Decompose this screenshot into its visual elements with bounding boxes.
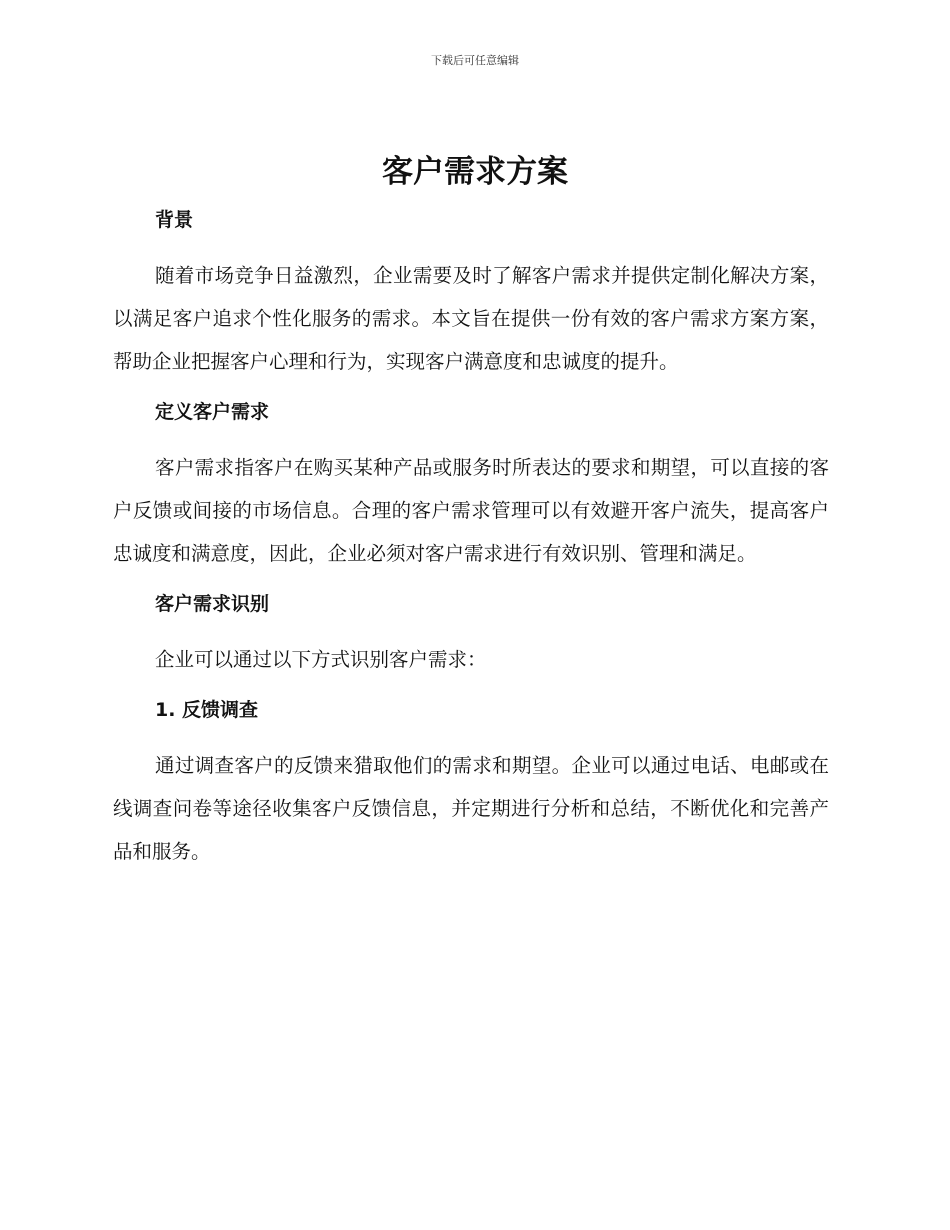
page-header-note: 下载后可任意编辑 [431, 54, 519, 67]
section-heading-identification: 客户需求识别 [155, 593, 270, 615]
document-body [113, 200, 829, 887]
section-paragraph-definition: 客户需求指客户在购买某种产品或服务时所表达的要求和期望，可以直接的客户反馈或间接的市场信息。合理的客户需求管理可以有效避开客户流失，提高客户忠诚度和满意度，因此，企业必须对客户需求进行有效识别、管理和满足。 [113, 456, 829, 565]
section-paragraph-identification: 企业可以通过以下方式识别客户需求： [155, 648, 487, 671]
section-paragraph-feedback-survey: 通过调查客户的反馈来猎取他们的需求和期望。企业可以通过电话、电邮或在线调查问卷等途径收集客户反馈信息，并定期进行分析和总结，不断优化和完善产品和服务。 [113, 754, 829, 863]
section-heading-background: 背景 [155, 209, 194, 231]
section-paragraph-background: 随着市场竞争日益激烈，企业需要及时了解客户需求并提供定制化解决方案，以满足客户追求个性化服务的需求。本文旨在提供一份有效的客户需求方案方案，帮助企业把握客户心理和行为，实现客户满意度和忠诚度的提升。 [113, 264, 829, 373]
section-heading-definition: 定义客户需求 [155, 401, 270, 423]
document-title: 客户需求方案 [382, 154, 568, 190]
section-heading-feedback-survey: 1. 反馈调查 [155, 699, 259, 721]
